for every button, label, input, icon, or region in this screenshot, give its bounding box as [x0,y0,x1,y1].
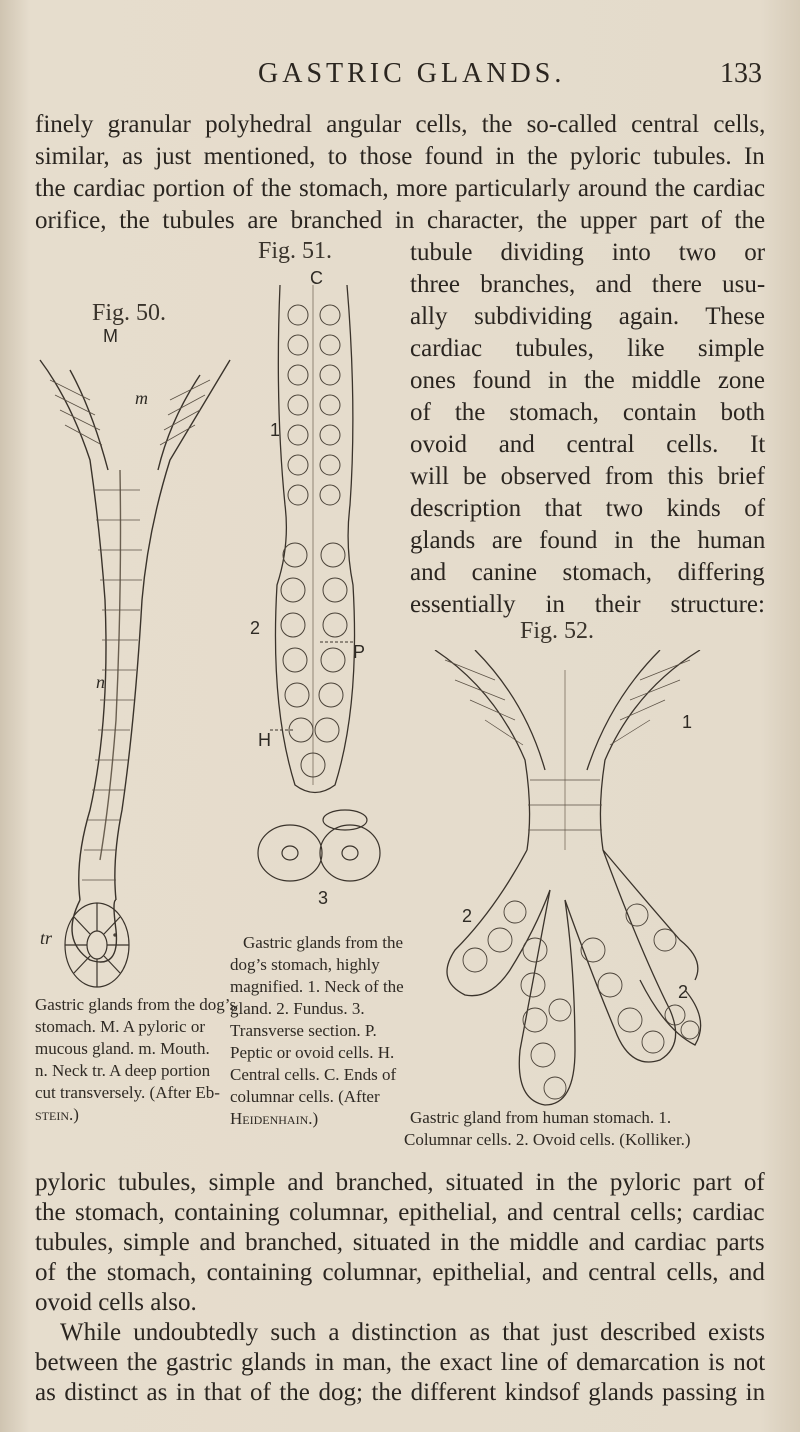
body-line: orifice, the tubules are branched in character, the upper part of the [35,207,766,234]
body-line: glands are found in the human [410,527,766,554]
label-2: 2 [678,982,689,1002]
figure-caption-line: Transverse section. P. [230,1021,377,1040]
body-line: as distinct as in that of the dog; the different kindsof glands passing in [35,1379,766,1406]
label-H: H [258,730,271,750]
label-tr: tr [40,928,53,948]
figure-caption-line: Central cells. C. Ends of [230,1065,397,1084]
label-M: M [103,326,118,346]
figure-caption-line: magnified. 1. Neck of the [230,977,404,996]
human-gastric-gland-illustration [415,650,715,1110]
transverse-section-illustration [62,900,132,990]
body-line: similar, as just mentioned, to those found in the pyloric tubules. In [35,143,765,170]
figure-caption-line: cut transversely. (After Eb- [35,1083,220,1102]
transverse-sections-illustration [255,808,385,888]
figure-caption-line: Gastric glands from the [243,933,404,952]
page-header [0,58,800,98]
figure-title: Fig. 50. [92,300,167,326]
label-1: 1 [270,420,281,440]
figure-title: Fig. 51. [258,238,333,264]
figure-caption-line: dog’s stomach, highly [230,955,380,974]
page-number: 133 [720,58,762,89]
figure-caption-line: stein.) [35,1105,79,1124]
figure-caption-line: Peptic or ovoid cells. H. [230,1043,395,1062]
body-line: and canine stomach, differing [410,559,765,586]
label-n: n [96,672,105,692]
body-line: pyloric tubules, simple and branched, situated in the pyloric part of [35,1169,765,1196]
label-m: m [135,388,148,408]
figure-caption-line: n. Neck tr. A deep portion [35,1061,211,1080]
body-line: between the gastric glands in man, the exact line of demarcation is not [35,1349,766,1376]
body-line: tubule dividing into two or [410,239,766,266]
running-title: GASTRIC GLANDS. [258,58,566,89]
figure-caption-line: Heidenhain.) [230,1109,319,1128]
body-line: ovoid and central cells. It [410,431,766,458]
label-2: 2 [250,618,261,638]
figure-caption-line: gland. 2. Fundus. 3. [230,999,365,1018]
label-P: P [353,642,366,662]
body-line: essentially in their structure: [410,591,765,618]
body-line: finely granular polyhedral angular cells, the so-called central cells, [35,111,766,138]
label-C: C [310,268,323,288]
figure-caption-line: mucous gland. m. Mouth. [35,1039,210,1058]
body-line: While undoubtedly such a distinction as that just described exists [60,1319,765,1346]
body-line: ally subdividing again. These [410,303,765,330]
figure-caption-line: Gastric glands from the dog’s [35,995,237,1014]
fundus-gland-illustration [265,285,365,805]
figure-caption-line: Columnar cells. 2. Ovoid cells. (Kolliker.) [404,1130,691,1149]
body-line: the stomach, containing columnar, epithelial, and central cells; cardiac [35,1199,765,1226]
body-line: ovoid cells also. [35,1289,197,1316]
body-line: ones found in the middle zone [410,367,766,394]
body-line: three branches, and there usu- [410,271,766,298]
figure-caption-line: Gastric gland from human stomach. 1. [410,1108,672,1127]
body-line: of the stomach, contain both [410,399,765,426]
figure-title: Fig. 52. [520,618,595,644]
body-line: tubules, simple and branched, situated in the middle and cardiac parts [35,1229,765,1256]
figure-caption-line: columnar cells. (After [230,1087,380,1106]
body-line: of the stomach, containing columnar, epithelial, and central cells, and [35,1259,765,1286]
label-3: 3 [318,888,329,908]
label-2: 2 [462,906,473,926]
body-line: cardiac tubules, like simple [410,335,765,362]
body-line: will be observed from this brief [410,463,765,490]
figure-caption-line: stomach. M. A pyloric or [35,1017,205,1036]
body-line: the cardiac portion of the stomach, more particularly around the cardiac [35,175,766,202]
label-1: 1 [682,712,693,732]
body-line: description that two kinds of [410,495,766,522]
